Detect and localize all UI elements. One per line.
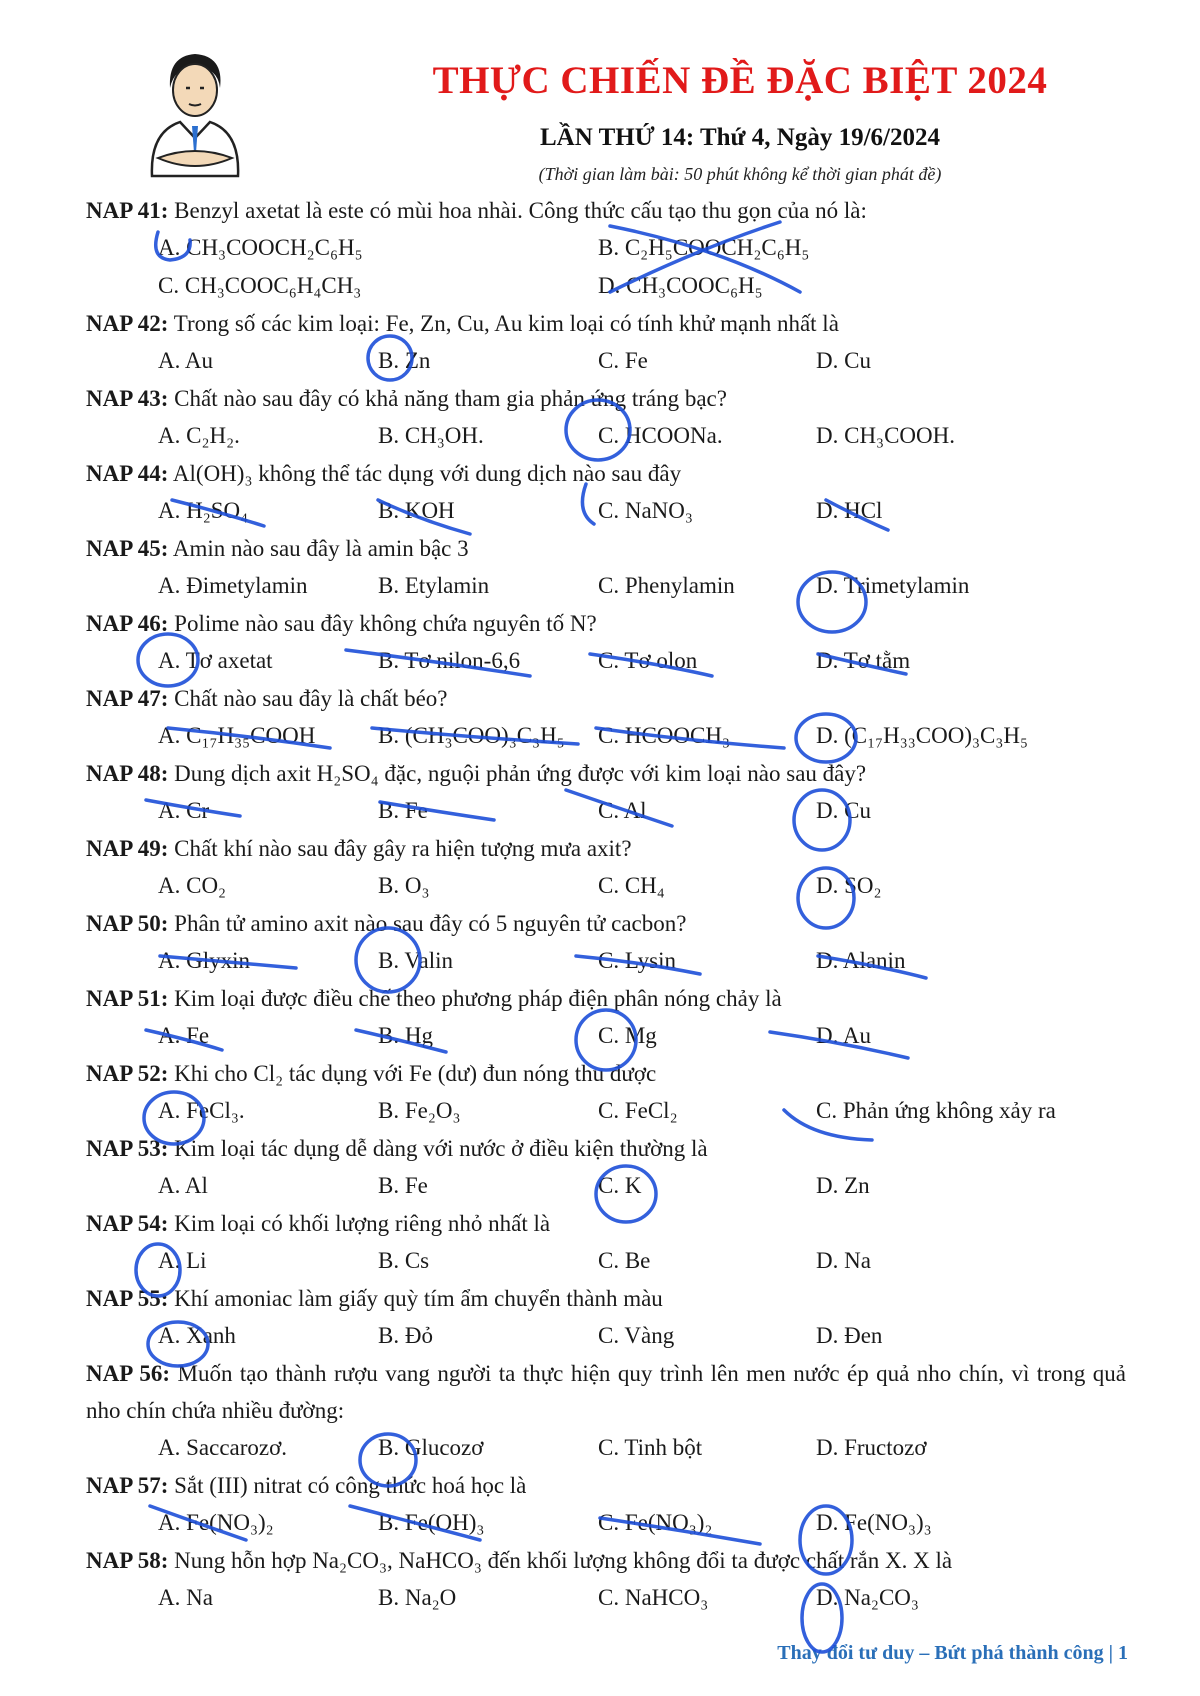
question-text: Chất nào sau đây có khả năng tham gia phản ứng tráng bạc? [174,386,727,411]
answer-option: A. Fe(NO₃)₂ [158,1510,274,1535]
question-text: Polime nào sau đây không chứa nguyên tố N? [174,611,597,636]
answer-option: B. Tơ nilon-6,6 [378,648,521,673]
question-text: Al(OH)₃ không thể tác dụng với dung dịch nào sau đây [172,461,682,486]
question-number: NAP 54: [86,1211,169,1236]
answer-option: B. KOH [378,498,455,523]
answer-option: B. Na₂O [378,1585,457,1610]
answer-options-row [86,642,1126,680]
question-text: Chất nào sau đây là chất béo? [174,686,448,711]
answer-option: D. Tơ tằm [816,648,911,673]
question-stem [86,1055,1126,1092]
answer-options-row [86,267,1126,305]
question-text: Amin nào sau đây là amin bậc 3 [172,536,469,561]
answer-option: D. HCl [816,498,883,523]
answer-option: C. Phenylamin [598,573,735,598]
answer-option: B. Fe₂O₃ [378,1098,461,1123]
answer-option: B. Fe [378,798,428,823]
question-stem [86,1280,1126,1317]
question-text: Khi cho Cl₂ tác dụng với Fe (dư) đun nóng thu được [174,1061,657,1086]
answer-options-row [86,567,1126,605]
answer-option: C. Lysin [598,948,676,973]
question-stem [86,1542,1126,1579]
question-stem [86,530,1126,567]
answer-option: B. Fe [378,1173,428,1198]
answer-option: B. CH₃OH. [378,423,484,448]
answer-option: B. Etylamin [378,573,490,598]
question-text: Nung hỗn hợp Na₂CO₃, NaHCO₃ đến khối lượng không đổi ta được chất rắn X. X là [174,1548,953,1573]
student-avatar-illustration [140,48,250,178]
page-title: THỰC CHIẾN ĐỀ ĐẶC BIỆT 2024 [432,59,1048,102]
question-number: NAP 44: [86,461,169,486]
question-text: Khí amoniac làm giấy quỳ tím ẩm chuyển thành màu [174,1286,663,1311]
question-stem [86,380,1126,417]
answer-option: A. Au [158,348,213,373]
question-stem [86,1467,1126,1504]
answer-option: A. Đimetylamin [158,573,308,598]
question-text: Trong số các kim loại: Fe, Zn, Cu, Au kim loại có tính khử mạnh nhất là [173,311,839,336]
answer-options-row [86,792,1126,830]
question-text: Kim loại tác dụng dễ dàng với nước ở điều kiện thường là [174,1136,708,1161]
answer-option: B. O₃ [378,873,430,898]
answer-option: C. Phản ứng không xảy ra [816,1098,1056,1123]
answer-option: D. CH₃COOC₆H₅ [598,273,763,298]
question-stem [86,680,1126,717]
answer-option: B. (CH₃COO)₃C₃H₅ [378,723,565,748]
answer-option: C. Fe [598,348,648,373]
answer-options-row [86,1317,1126,1355]
question-number: NAP 52: [86,1061,169,1086]
question-stem [86,1355,1126,1429]
answer-option: A. Saccarozơ. [158,1435,288,1460]
answer-option: C. HCOOCH₃ [598,723,730,748]
question-number: NAP 58: [86,1548,169,1573]
question-text: Kim loại có khối lượng riêng nhỏ nhất là [174,1211,551,1236]
question-number: NAP 48: [86,761,169,786]
answer-option: D. Alanin [816,948,906,973]
question-number: NAP 45: [86,536,169,561]
question-text: Sắt (III) nitrat có công thức hoá học là [174,1473,527,1498]
answer-option: B. Fe(OH)₃ [378,1510,485,1535]
answer-options-row [86,1092,1126,1130]
answer-option: A. Li [158,1248,207,1273]
answer-option: B. C₂H₅COOCH₂C₆H₅ [598,235,810,260]
answer-option: C. NaNO₃ [598,498,693,523]
question-stem [86,1205,1126,1242]
answer-option: D. Trimetylamin [816,573,970,598]
answer-option: C. Fe(NO₃)₂ [598,1510,713,1535]
answer-option: C. Mg [598,1023,657,1048]
answer-option: C. Tơ olon [598,648,698,673]
question-number: NAP 56: [86,1361,171,1386]
answer-option: C. CH₃COOC₆H₄CH₃ [158,273,362,298]
answer-option: C. FeCl₂ [598,1098,678,1123]
question-text: Kim loại được điều chế theo phương pháp điện phân nóng chảy là [174,986,782,1011]
answer-option: A. Cr [158,798,210,823]
answer-option: D. Fe(NO₃)₃ [816,1510,932,1535]
answer-option: A. C₂H₂. [158,423,240,448]
question-stem [86,980,1126,1017]
question-number: NAP 47: [86,686,169,711]
answer-option: D. Cu [816,798,871,823]
question-stem [86,830,1126,867]
answer-options-row [86,867,1126,905]
answer-option: D. SO₂ [816,873,882,898]
question-number: NAP 53: [86,1136,169,1161]
question-number: NAP 57: [86,1473,169,1498]
question-number: NAP 46: [86,611,169,636]
answer-option: B. Glucozơ [378,1435,484,1460]
answer-options-row [86,717,1126,755]
answer-option: D. Au [816,1023,871,1048]
answer-option: C. Vàng [598,1323,675,1348]
question-stem [86,755,1126,792]
question-stem [86,305,1126,342]
answer-option: C. Tinh bột [598,1435,703,1460]
answer-option: C. K [598,1173,642,1198]
question-stem [86,905,1126,942]
answer-option: D. Na [816,1248,871,1273]
answer-option: A. Xanh [158,1323,236,1348]
question-number: NAP 43: [86,386,169,411]
question-stem [86,455,1126,492]
answer-option: A. FeCl₃. [158,1098,245,1123]
answer-option: A. Glyxin [158,948,250,973]
answer-options-row [86,1579,1126,1617]
answer-options-row [86,1017,1126,1055]
answer-option: A. Na [158,1585,213,1610]
question-text: Muốn tạo thành rượu vang người ta thực hiện quy trình lên men nước ép quả nho chín, vì trong quả nho chín chứa nhiều đường: [86,1361,1126,1423]
answer-option: B. Hg [378,1023,433,1048]
answer-option: D. Cu [816,348,871,373]
question-stem [86,1130,1126,1167]
question-number: NAP 42: [86,311,169,336]
answer-option: A. Fe [158,1023,210,1048]
exam-session-subtitle: LẦN THỨ 14: Thứ 4, Ngày 19/6/2024 [540,124,940,151]
answer-option: A. CO₂ [158,873,227,898]
question-number: NAP 55: [86,1286,169,1311]
answer-options-row [86,942,1126,980]
question-text: Benzyl axetat là este có mùi hoa nhài. Công thức cấu tạo thu gọn của nó là: [174,198,867,223]
answer-option: C. CH₄ [598,873,665,898]
question-number: NAP 49: [86,836,169,861]
question-text: Dung dịch axit H₂SO₄ đặc, nguội phản ứng được với kim loại nào sau đây? [174,761,867,786]
answer-option: D. Fructozơ [816,1435,927,1460]
question-number: NAP 51: [86,986,169,1011]
answer-option: B. Đỏ [378,1323,433,1348]
time-note: (Thời gian làm bài: 50 phút không kể thời gian phát đề) [538,164,942,184]
question-list [86,192,1126,1617]
answer-option: B. Valin [378,948,453,973]
answer-option: D. Na₂CO₃ [816,1585,919,1610]
answer-options-row [86,1429,1126,1467]
question-text: Chất khí nào sau đây gây ra hiện tượng mưa axit? [174,836,632,861]
answer-option: D. Zn [816,1173,870,1198]
answer-option: D. CH₃COOH. [816,423,955,448]
answer-option: A. Al [158,1173,208,1198]
answer-option: A. H₂SO₄ [158,498,249,523]
question-number: NAP 50: [86,911,169,936]
page-footer: Thay đổi tư duy – Bứt phá thành công | 1 [777,1642,1128,1664]
question-text: Phân tử amino axit nào sau đây có 5 nguyên tử cacbon? [174,911,687,936]
answer-option: A. C₁₇H₃₅COOH [158,723,316,748]
answer-option: A. CH₃COOCH₂C₆H₅ [158,235,363,260]
question-stem [86,605,1126,642]
answer-option: D. Đen [816,1323,883,1348]
answer-option: C. Be [598,1248,651,1273]
answer-options-row [86,229,1126,267]
answer-option: B. Zn [378,348,431,373]
answer-option: C. Al [598,798,647,823]
answer-option: C. HCOONa. [598,423,723,448]
answer-option: C. NaHCO₃ [598,1585,709,1610]
answer-options-row [86,1504,1126,1542]
answer-options-row [86,417,1126,455]
answer-option: A. Tơ axetat [158,648,273,673]
question-stem [86,192,1126,229]
answer-option: B. Cs [378,1248,430,1273]
answer-options-row [86,342,1126,380]
answer-option: D. (C₁₇H₃₃COO)₃C₃H₅ [816,723,1029,748]
answer-options-row [86,1167,1126,1205]
answer-options-row [86,492,1126,530]
answer-options-row [86,1242,1126,1280]
question-number: NAP 41: [86,198,169,223]
